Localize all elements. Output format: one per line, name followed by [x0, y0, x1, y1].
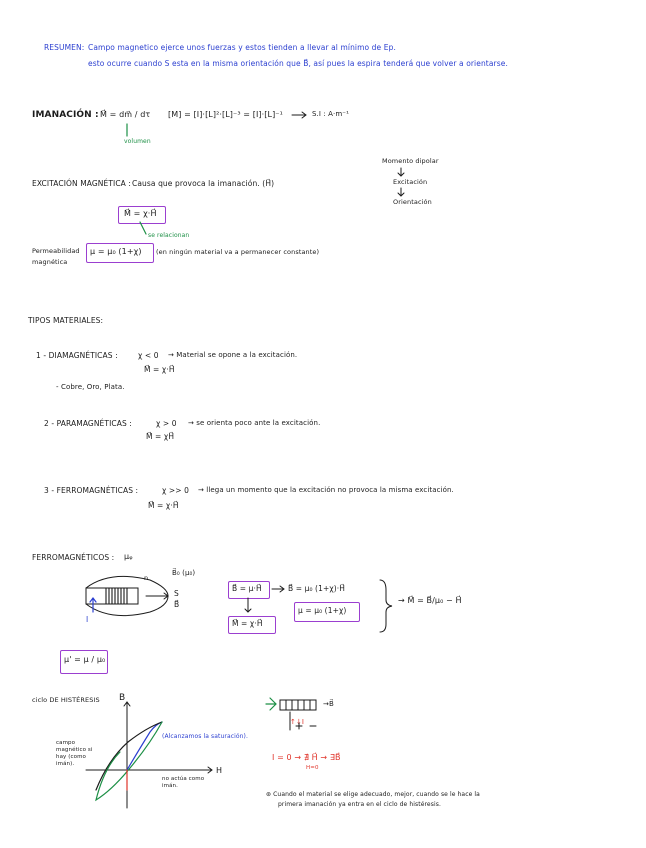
- solenoid-b0-label: B⃗₀ (μ₀): [172, 569, 196, 577]
- hysteresis-green: [96, 722, 162, 800]
- ferro-eq4: μ = μ₀ (1+χ): [298, 606, 347, 615]
- tipo-2-formula: M⃗ = χH⃗: [146, 432, 175, 441]
- chain-arrow-1: [398, 168, 404, 176]
- solenoid-b-label: B⃗: [174, 600, 180, 609]
- imanacion-volumen-note: volumen: [124, 138, 151, 145]
- tipo-1-name: 1 - DIAMAGNÉTICAS :: [36, 351, 118, 360]
- hysteresis-black: [96, 722, 162, 790]
- excitacion-title: EXCITACIÓN MAGNÉTICA :: [32, 179, 132, 188]
- ferro-eq3: M⃗ = χ·H⃗: [232, 619, 263, 628]
- ciclo-axis-h: H: [216, 766, 223, 775]
- tipos-title: TIPOS MATERIALES:: [28, 316, 104, 325]
- permeabilidad-formula: μ = μ₀ (1+χ): [90, 247, 142, 256]
- tipo-2-cond: χ > 0: [156, 419, 177, 428]
- permeabilidad-label-2: magnética: [32, 258, 68, 266]
- ciclo-i-arrows: ↑↓I: [290, 718, 305, 726]
- ciclo-title: ciclo DE HISTÉRESIS: [32, 696, 100, 704]
- tipo-2-desc: → se orienta poco ante la excitación.: [188, 419, 321, 427]
- chain-momento: Momento dipolar: [382, 157, 439, 165]
- tipo-1-cond: χ < 0: [138, 351, 159, 360]
- excitacion-desc: Causa que provoca la imanación. (H⃗): [132, 179, 275, 188]
- excitacion-formula: M⃗ = χ·H⃗: [124, 209, 157, 218]
- ciclo-campo-note: campo magnético si hay (como imán).: [56, 740, 93, 767]
- imanacion-title: IMANACIÓN :: [32, 110, 99, 120]
- solenoid-s-label: S: [174, 589, 179, 598]
- ferro-murel: μ' = μ / μ₀: [64, 655, 106, 664]
- ciclo-note-2: primera imanación ya entra en el ciclo de histéresis.: [278, 801, 441, 808]
- chain-orientacion: Orientación: [393, 198, 432, 206]
- ferro-brace: [380, 580, 392, 632]
- solenoid-s-arrow: [146, 593, 168, 599]
- ferro-title: FERROMAGNÉTICOS :: [32, 553, 115, 562]
- chain-excitacion: Excitación: [393, 178, 428, 186]
- permeabilidad-note: (en ningún material va a permanecer constante): [156, 248, 320, 256]
- excitacion-note: se relacionan: [148, 232, 190, 239]
- solenoid-n-label: n: [144, 574, 149, 582]
- mini-green-mark: [266, 698, 276, 710]
- tipo-1-extra: - Cobre, Oro, Plata.: [56, 383, 125, 391]
- permeabilidad-label-1: Permeabilidad: [32, 247, 80, 255]
- tipo-3-name: 3 - FERROMAGNÉTICAS :: [44, 486, 139, 495]
- ciclo-eq: I = 0 → ∄ H⃗ → ∃B⃗: [272, 753, 341, 762]
- ferro-mu: μᵩ: [124, 552, 133, 561]
- tipo-1-desc: → Material se opone a la excitación.: [168, 351, 298, 359]
- ferro-arrow-1: [272, 586, 284, 592]
- ferro-arrow-2: [245, 598, 251, 612]
- ciclo-axis-b-line: [124, 702, 130, 808]
- imanacion-si-unit: S.I : A·m⁻¹: [312, 110, 349, 118]
- ciclo-bvec: →B⃗: [323, 700, 334, 708]
- solenoid-i-label: I: [86, 615, 89, 624]
- tipo-3-desc: → llega un momento que la excitación no provoca la misma excitación.: [198, 486, 454, 494]
- imanacion-units: [M] = [I]·[L]²·[L]⁻³ = [I]·[L]⁻¹: [168, 110, 283, 119]
- tipo-1-formula: M⃗ = χ·H⃗: [144, 365, 175, 374]
- ciclo-note-1: ⊛ Cuando el material se elige adecuado, mejor, cuando se le hace la: [266, 791, 480, 798]
- resumen-label: RESUMEN:: [44, 43, 85, 52]
- tipo-3-formula: M⃗ = χ·H⃗: [148, 501, 179, 510]
- imanacion-formula: M⃗ = dm⃗ / dτ: [100, 110, 151, 119]
- se-relacionan-arrow: [140, 222, 146, 234]
- resumen-line-1: Campo magnetico ejerce unos fuerzas y estos tienden a llevar al mínimo de Ep.: [88, 43, 396, 52]
- ciclo-saturacion: (Alcanzamos la saturación).: [162, 733, 249, 740]
- resumen-line-2: esto ocurre cuando S esta en la misma orientación que B⃗, así pues la espira tenderá que volver a orientarse.: [88, 59, 508, 68]
- ciclo-axis-b: B: [119, 693, 126, 703]
- tipo-3-cond: χ >> 0: [162, 486, 190, 495]
- ferro-eq2: B⃗ = μ₀ (1+χ)·H⃗: [288, 584, 346, 593]
- tipo-2-name: 2 - PARAMAGNÉTICAS :: [44, 419, 132, 428]
- chain-arrow-2: [398, 188, 404, 196]
- ciclo-noactua-note: no actúa como imán.: [162, 776, 205, 789]
- ferro-result: → M⃗ = B⃗/μ₀ − H⃗: [398, 596, 462, 605]
- hysteresis-blue: [127, 722, 162, 770]
- ciclo-h0: H=0: [306, 765, 319, 771]
- ferro-eq1: B⃗ = μ·H⃗: [232, 584, 262, 593]
- imanacion-arrow: [292, 112, 306, 118]
